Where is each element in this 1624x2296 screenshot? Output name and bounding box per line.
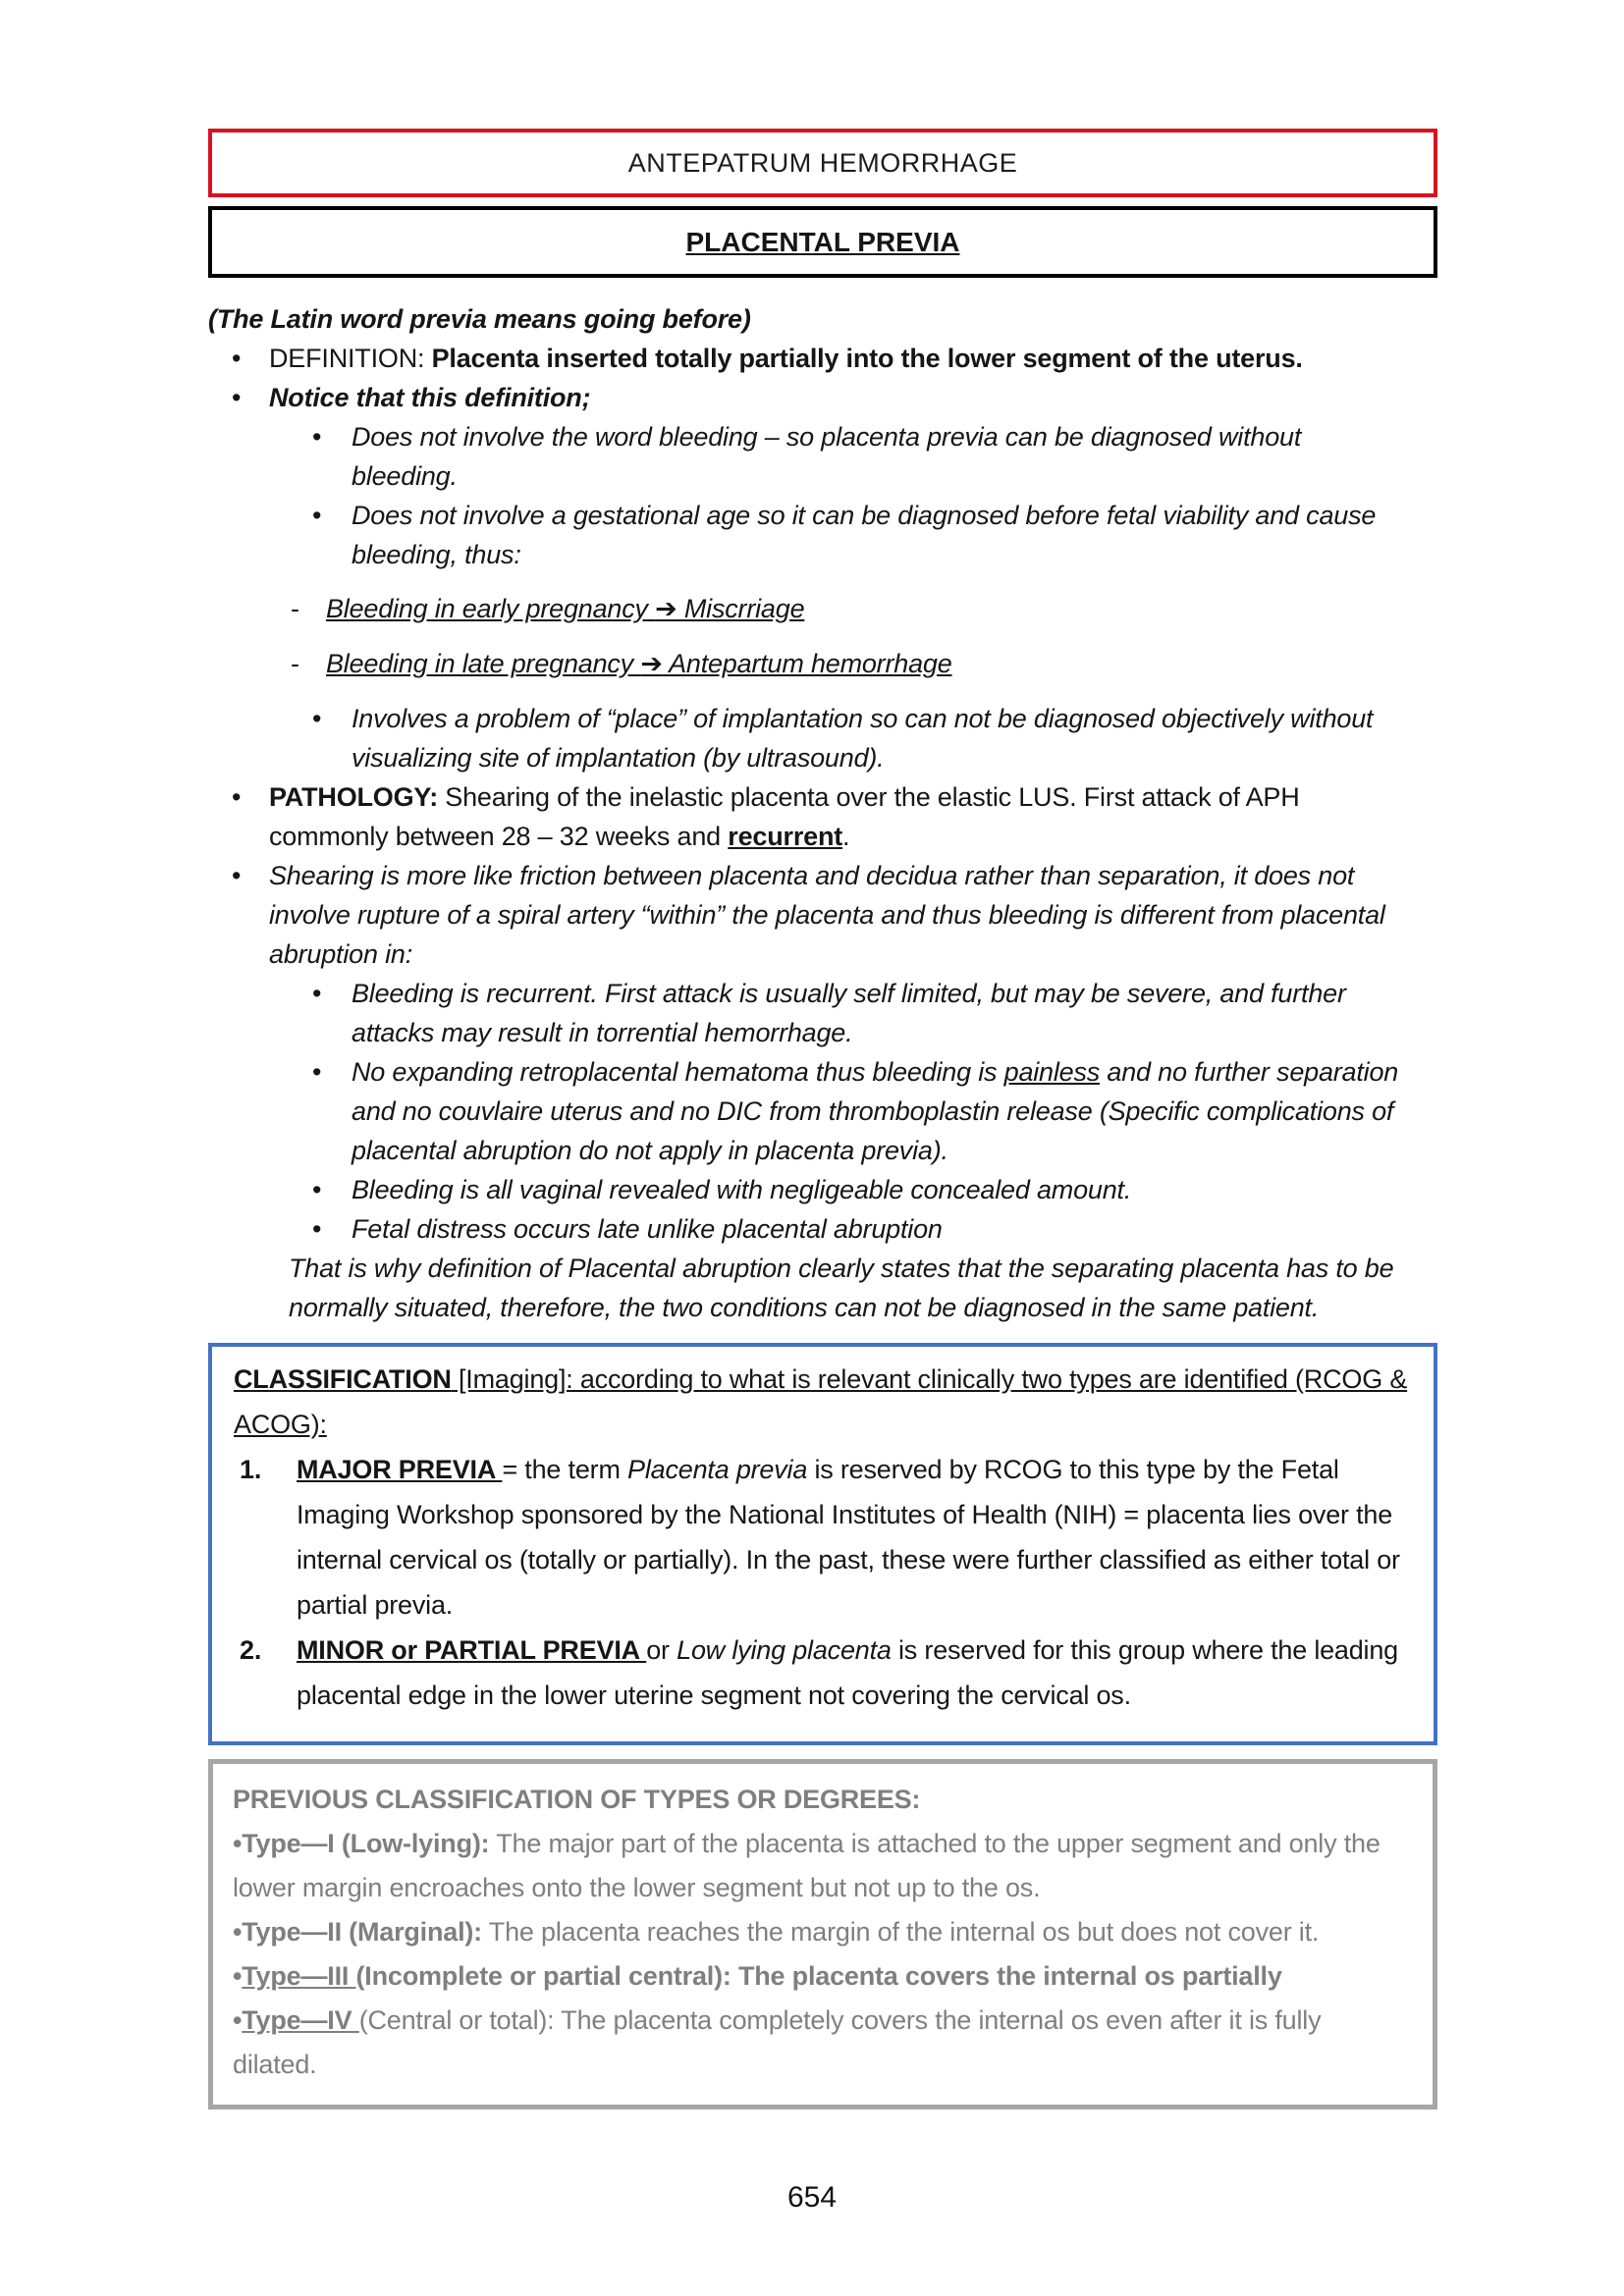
shearing-item — [208, 856, 1401, 974]
definition-text: Placenta inserted totally partially into the lower segment of the uterus. — [431, 344, 1303, 373]
shearing-text: Shearing is more like friction between placenta and decidua rather than separation, it does not involve rupture of a spiral artery “within” the placenta and thus bleeding is different from placental abruption in: — [269, 861, 1385, 969]
page-title: PLACENTAL PREVIA — [685, 226, 960, 257]
shearing-subitem-1 — [208, 974, 1401, 1052]
type-4-text: (Central or total): The placenta completely covers the internal os even after it is fully dilated. — [233, 2005, 1322, 2079]
type-1-line — [233, 1822, 1411, 1910]
notice-subitem-2 — [208, 496, 1401, 574]
classification-major-t2: is reserved by RCOG to this type by the Fetal Imaging Workshop sponsored by the National Institutes of Health (NIH) = placenta lies over the internal cervical os (totally or partially). In the past, these were further classified as either total or partial previa. — [297, 1455, 1400, 1620]
arrow-item-late-pregnancy — [208, 644, 1401, 684]
right-arrow-icon: ➔ — [655, 594, 677, 624]
bullet-icon: • — [312, 1214, 322, 1244]
bullet-icon: • — [232, 861, 242, 890]
bullet-icon: • — [312, 1057, 322, 1087]
classification-minor-t1: or — [646, 1635, 677, 1665]
arrow-item-early-result: Miscrriage — [677, 594, 805, 623]
type-1-name: Type—I (Low-lying): — [242, 1829, 490, 1858]
type-3-name: Type—III — [242, 1961, 356, 1991]
bullet-icon: • — [232, 383, 242, 412]
classification-heading-rest: [Imaging]: according to what is relevant clinically two types are identified (RCOG & ACOG): — [234, 1364, 1408, 1439]
definition-label: DEFINITION: — [269, 344, 432, 373]
notice-heading-item — [208, 378, 1401, 417]
page-number: 654 — [786, 2181, 838, 2214]
bullet-icon: • — [312, 501, 322, 530]
shearing-subitem-3 — [208, 1170, 1401, 1209]
shearing-subitem-2-pre: No expanding retroplacental hematoma thus bleeding is — [352, 1057, 1004, 1087]
bullet-icon: • — [232, 782, 242, 812]
body-text — [208, 299, 1401, 1327]
notice-subitem-1-text: Does not involve the word bleeding – so placenta previa can be diagnosed without bleeding. — [352, 422, 1302, 491]
shearing-subitem-1-text: Bleeding is recurrent. First attack is usually self limited, but may be severe, and further attacks may result in torrential hemorrhage. — [352, 979, 1346, 1047]
pathology-item — [208, 777, 1401, 856]
arrow-item-late-lead: Bleeding in late pregnancy — [326, 649, 641, 678]
bullet-icon: • — [312, 979, 322, 1008]
classification-box — [208, 1343, 1437, 1745]
notice-subitem-3 — [208, 699, 1401, 777]
right-arrow-icon: ➔ — [640, 649, 663, 679]
latin-note: (The Latin word previa means going before) — [208, 304, 751, 334]
classification-heading-strong: CLASSIFICATION — [234, 1364, 452, 1394]
classification-heading — [234, 1357, 1408, 1447]
shearing-subitem-4-text: Fetal distress occurs late unlike placental abruption — [352, 1214, 943, 1244]
type-2-text: The placenta reaches the margin of the internal os but does not cover it. — [481, 1917, 1320, 1947]
bullet-icon: • — [233, 2005, 243, 2035]
definition-item — [208, 339, 1401, 378]
classification-minor-name: MINOR or PARTIAL PREVIA — [297, 1635, 647, 1665]
shearing-subitem-2-underlined: painless — [1003, 1057, 1101, 1087]
pathology-tail: . — [842, 822, 850, 851]
classification-minor-t2: is reserved for this group where the leading placental edge in the lower uterine segment not covering the cervical os. — [297, 1635, 1398, 1710]
notice-subitem-2-text: Does not involve a gestational age so it can be diagnosed before fetal viability and cause bleeding, thus: — [352, 501, 1377, 569]
shearing-subitem-2 — [208, 1052, 1401, 1170]
section-title-box — [208, 206, 1437, 278]
classification-major-t1: = the term — [502, 1455, 628, 1484]
pathology-emphasis: recurrent — [728, 822, 843, 851]
previous-heading-tail: : — [911, 1785, 921, 1814]
type-1-text: The major part of the placenta is attached to the upper segment and only the lower margin encroaches onto the lower segment but not up to the os. — [233, 1829, 1380, 1902]
notice-heading: Notice that this definition; — [269, 383, 591, 412]
classification-item-major — [234, 1447, 1408, 1628]
type-3-line — [233, 1954, 1411, 1999]
type-3-text: (Incomplete or partial central): The placenta covers the internal os partially — [355, 1961, 1282, 1991]
list-number: 2. — [240, 1635, 262, 1665]
arrow-item-early-pregnancy — [208, 589, 1401, 629]
type-4-name: Type—IV — [242, 2005, 359, 2035]
bullet-icon: • — [312, 1175, 322, 1204]
classification-item-minor — [234, 1628, 1408, 1718]
bullet-icon: • — [233, 1917, 243, 1947]
pathology-body: Shearing of the inelastic placenta over the elastic LUS. First attack of APH commonly between 28 – 32 weeks and — [269, 782, 1300, 851]
chapter-banner-text: ANTEPATRUM HEMORRHAGE — [627, 147, 1018, 178]
previous-heading-text: PREVIOUS CLASSIFICATION OF TYPES OR DEGREES — [233, 1785, 912, 1814]
list-number: 1. — [240, 1455, 262, 1484]
notice-subitem-3-text: Involves a problem of “place” of implantation so can not be diagnosed objectively without visualizing site of implantation (by ultrasound). — [352, 704, 1374, 773]
classification-major-latin: Placenta previa — [627, 1455, 808, 1484]
pathology-label: PATHOLOGY: — [269, 782, 438, 812]
arrow-item-late-result: Antepartum hemorrhage — [662, 649, 952, 678]
shearing-subitem-2-post: and no further separation and no couvlaire uterus and no DIC from thromboplastin release (Specific complications of placental abruption do not apply in placenta previa). — [352, 1057, 1399, 1165]
classification-minor-latin: Low lying placenta — [677, 1635, 892, 1665]
bullet-icon: • — [233, 1961, 243, 1991]
chapter-banner — [208, 129, 1437, 197]
bullet-icon: • — [312, 704, 322, 733]
arrow-item-early-lead: Bleeding in early pregnancy — [326, 594, 656, 623]
type-4-line — [233, 1999, 1411, 2087]
bullet-icon: • — [232, 344, 242, 373]
bullet-icon: • — [233, 1829, 243, 1858]
previous-classification-box — [208, 1759, 1437, 2109]
notice-subitem-1 — [208, 417, 1401, 496]
shearing-conclusion: That is why definition of Placental abruption clearly states that the separating placenta has to be normally situated, therefore, the two conditions can not be diagnosed in the same patient. — [289, 1254, 1394, 1322]
dash-marker: - — [291, 594, 299, 623]
bullet-icon: • — [312, 422, 322, 452]
shearing-subitem-3-text: Bleeding is all vaginal revealed with negligeable concealed amount. — [352, 1175, 1132, 1204]
shearing-subitem-4 — [208, 1209, 1401, 1249]
page-content — [208, 129, 1437, 2109]
type-2-name: Type—II (Marginal): — [242, 1917, 482, 1947]
classification-major-name: MAJOR PREVIA — [297, 1455, 503, 1484]
dash-marker: - — [291, 649, 299, 678]
type-2-line — [233, 1910, 1411, 1954]
previous-classification-heading — [233, 1778, 1411, 1822]
